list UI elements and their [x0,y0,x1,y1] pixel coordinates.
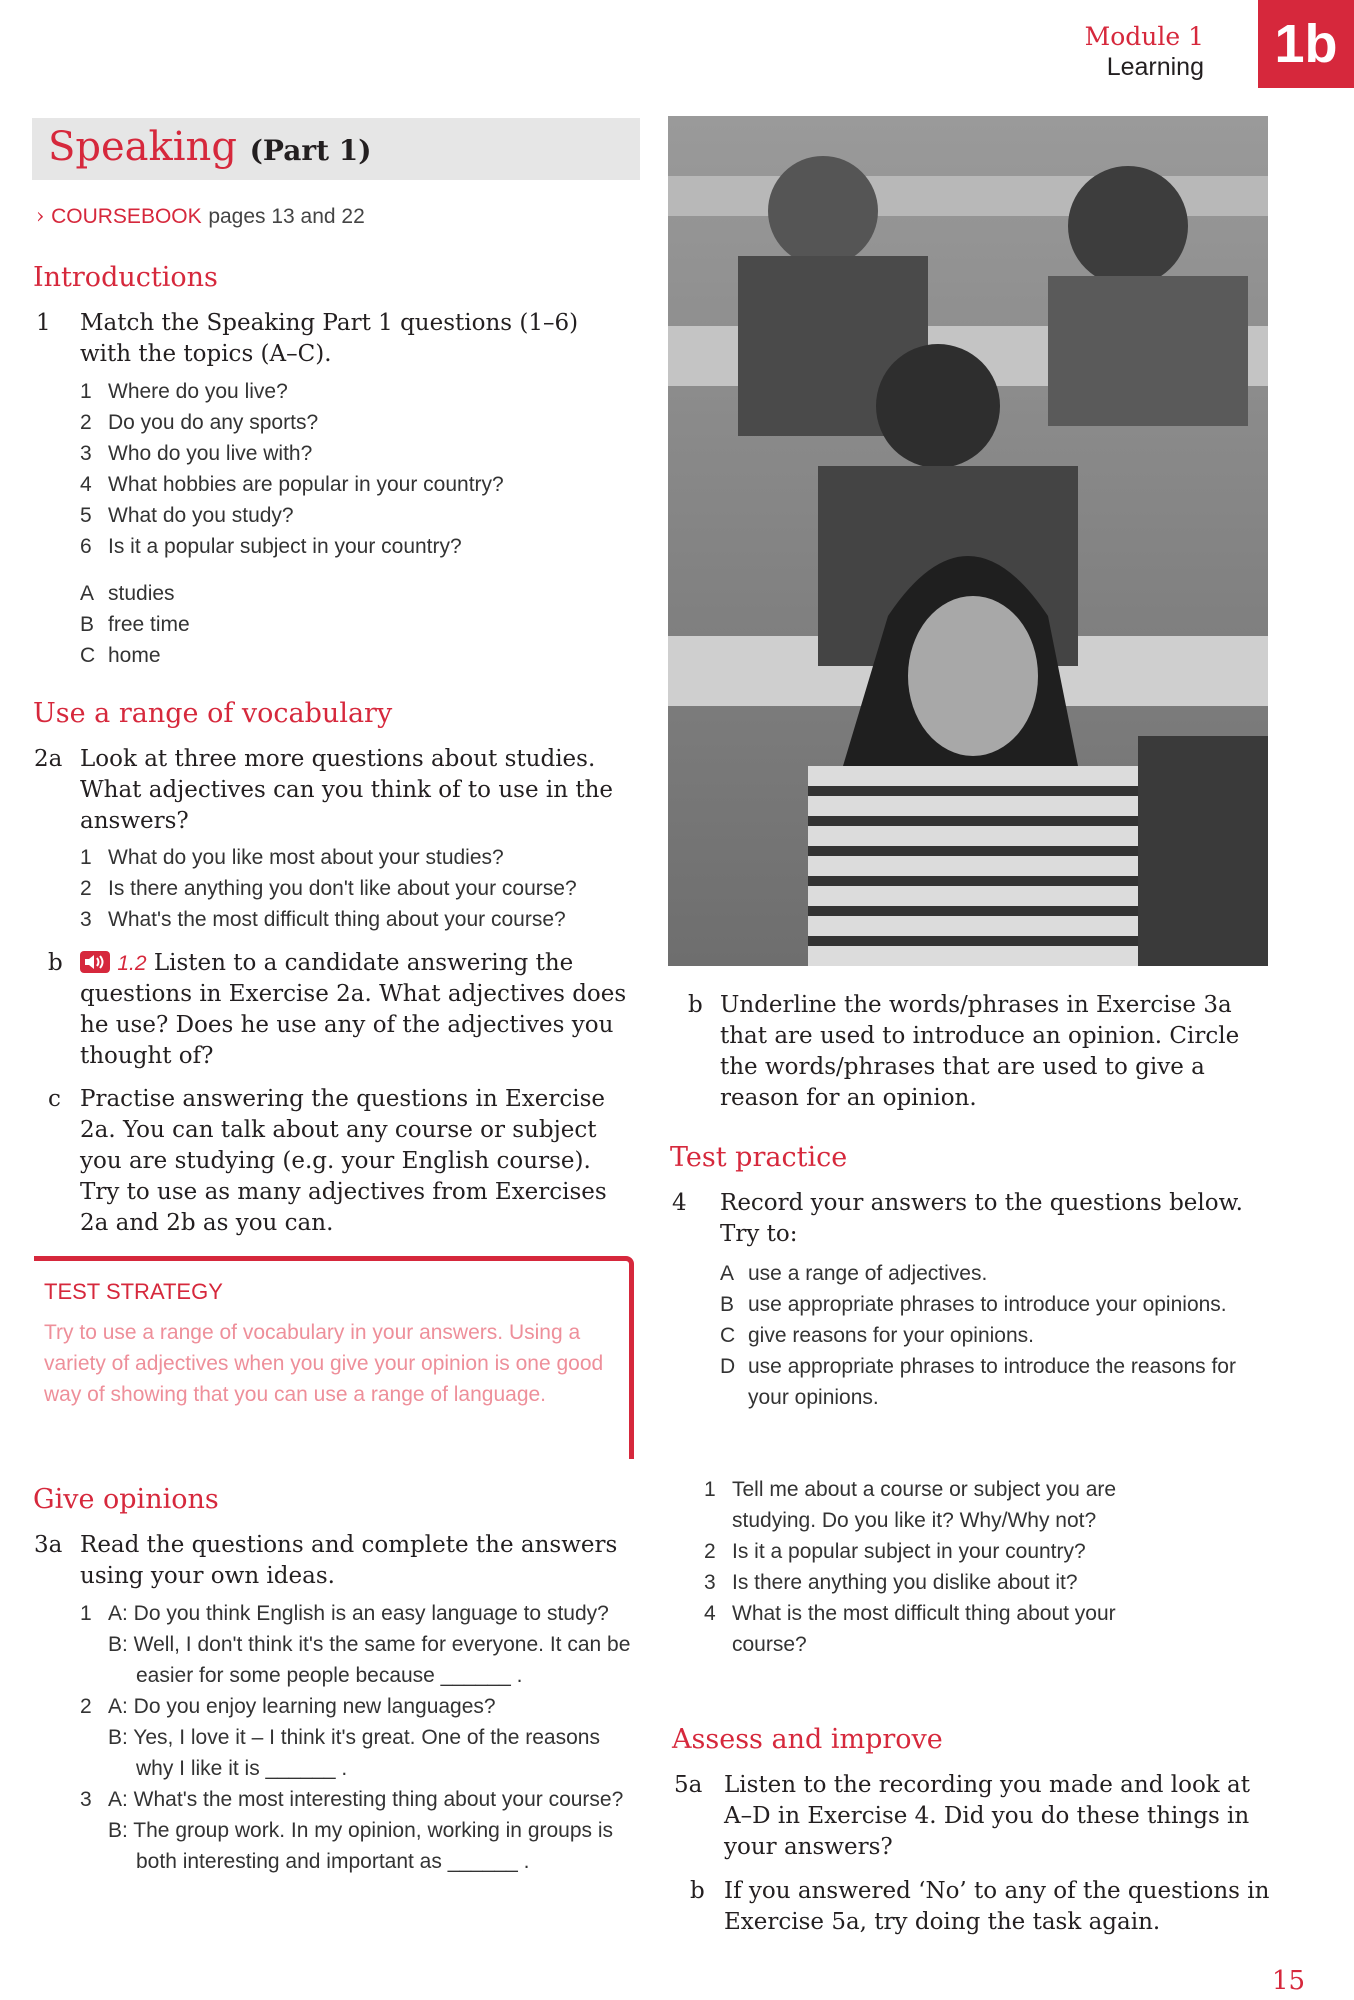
list-item: 1 Tell me about a course or subject you are studying. Do you like it? Why/Why not? [704,1478,1117,1532]
audio-icon[interactable] [80,951,110,973]
question-list [80,842,640,935]
question-list [704,1474,1164,1660]
exercise-instruction: Look at three more questions about studies. What adjectives can you think of to use in the answers? [80,746,614,834]
list-item: 2 Is there anything you don't like about your course? [80,877,577,900]
list-item: 3 Who do you live with? [80,442,313,465]
exercise-5b [690,1876,1274,1938]
exercise-instruction: Record your answers to the questions below. Try to: [720,1190,1243,1247]
tip-list [720,1258,1280,1413]
list-item: 1 Where do you live? [80,380,288,403]
chevron-right-icon: › [36,204,45,228]
exercise-number: c [48,1086,61,1112]
topic-list [80,578,380,671]
exercise-instruction: If you answered ‘No’ to any of the questions in Exercise 5a, try doing the task again. [724,1878,1270,1935]
exercise-3a [34,1530,630,1592]
list-item: B use appropriate phrases to introduce your opinions. [720,1293,1227,1316]
list-item: 2 Is it a popular subject in your country? [704,1540,1086,1563]
coursebook-label: COURSEBOOK [51,205,202,228]
exercise-number: 2a [34,746,63,772]
test-strategy-box [34,1256,634,1459]
exercise-number: 5a [674,1772,703,1798]
exercise-number: 1 [36,310,51,336]
exercise-instruction: Underline the words/phrases in Exercise 3a that are used to introduce an opinion. Circle the words/phrases that are used to give a reason for an opinion. [720,992,1240,1111]
exercise-instruction: Listen to a candidate answering the questions in Exercise 2a. What adjectives does he use? Does he use any of the adjectives you thought of? [80,950,627,1069]
heading-test-practice: Test practice [670,1142,848,1173]
exercise-number: 3a [34,1532,63,1558]
list-item: C home [80,644,161,667]
exercise-2c [48,1084,632,1239]
list-item: 3 Is there anything you dislike about it? [704,1571,1078,1594]
exercise-number: b [688,992,703,1018]
exercise-5a [674,1770,1274,1863]
exercise-instruction: Listen to the recording you made and look at A–D in Exercise 4. Did you do these things in your answers? [724,1772,1250,1860]
unit-title: Learning [1106,53,1204,81]
list-item: 4 What hobbies are popular in your country? [80,473,504,496]
test-strategy-text: Try to use a range of vocabulary in your answers. Using a variety of adjectives when you give your opinion is one good way of showing that you can use a range of language. [44,1321,604,1406]
students-photo [668,116,1268,966]
exercise-4 [672,1188,1272,1250]
dialogue-list [80,1598,640,1877]
track-number: 1.2 [117,952,147,975]
unit-tab: 1b [1258,0,1354,88]
exercise-instruction: Read the questions and complete the answers using your own ideas. [80,1532,618,1589]
exercise-number: b [690,1878,705,1904]
list-item: C give reasons for your opinions. [720,1324,1034,1347]
heading-assess: Assess and improve [672,1724,943,1755]
exercise-2b [48,948,632,1072]
list-item: 5 What do you study? [80,504,294,527]
exercise-number: b [48,950,63,976]
list-item: 3 What's the most difficult thing about your course? [80,908,566,931]
test-strategy-label: TEST STRATEGY [44,1279,223,1304]
coursebook-pages: pages 13 and 22 [208,205,365,228]
list-item: A use a range of adjectives. [720,1262,988,1285]
list-item: B free time [80,613,190,636]
page-number: 15 [1272,1966,1306,1996]
list-item: 1 What do you like most about your studies? [80,846,504,869]
exercise-instruction: Match the Speaking Part 1 questions (1–6) with the topics (A–C). [80,310,579,367]
section-title: Speaking [48,124,237,170]
exercise-instruction: Practise answering the questions in Exercise 2a. You can talk about any course or subject you are studying (e.g. your English course). Try to use as many adjectives from Exercises 2a and 2b as you can. [80,1086,607,1236]
module-label [1085,22,1204,82]
list-item: 6 Is it a popular subject in your country? [80,535,462,558]
section-part: (Part 1) [249,134,372,167]
list-item: A studies [80,582,175,605]
heading-opinions: Give opinions [33,1484,219,1515]
list-item: D use appropriate phrases to introduce the reasons for your opinions. [720,1355,1236,1409]
list-item: 1 A: Do you think English is an easy language to study? B: Well, I don't think it's the same for everyone. It can be easier for some people because ______ . [80,1602,631,1687]
module-number: Module 1 [1084,22,1204,51]
heading-vocabulary: Use a range of vocabulary [33,698,393,729]
list-item: 3 A: What's the most interesting thing about your course? B: The group work. In my opinion, working in groups is both interesting and important as ______ . [80,1788,624,1873]
list-item: 4 What is the most difficult thing about your course? [704,1602,1116,1656]
exercise-2a [34,744,630,837]
exercise-3b [688,990,1278,1114]
coursebook-reference [36,204,365,229]
list-item: 2 Do you do any sports? [80,411,319,434]
section-title-box [32,118,640,180]
list-item: 2 A: Do you enjoy learning new languages? B: Yes, I love it – I think it's great. One of the reasons why I like it is ______ . [80,1695,600,1780]
exercise-number: 4 [672,1190,687,1216]
heading-introductions: Introductions [33,262,218,293]
question-list [80,376,640,562]
exercise-1 [36,308,626,370]
